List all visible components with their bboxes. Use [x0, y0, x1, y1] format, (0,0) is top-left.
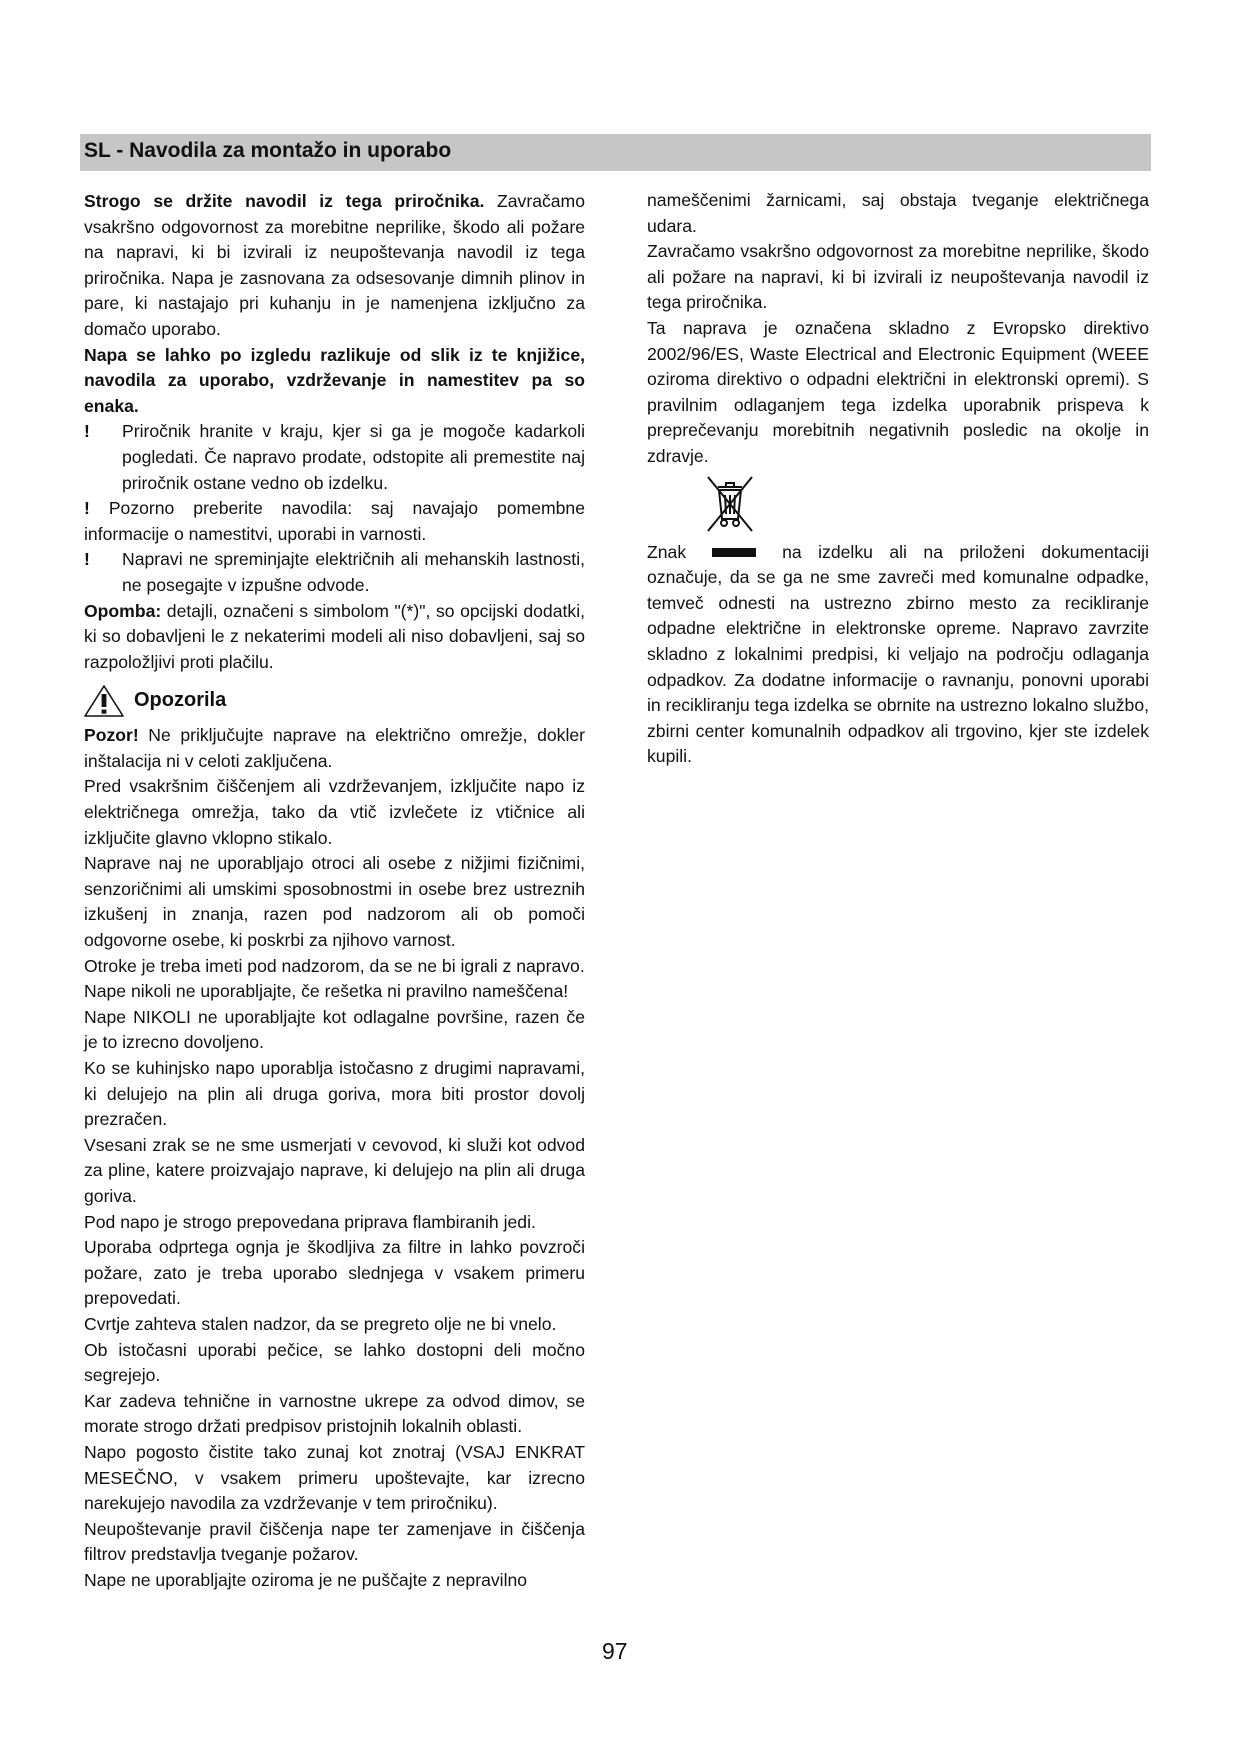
right-column: [647, 188, 1149, 770]
bold-note: Napa se lahko po izgledu razlikuje od slik iz te knjižice, navodila za uporabo, vzdrževanje in namestitev pa so enaka.: [84, 344, 585, 416]
warning-paragraph: Nape NIKOLI ne uporabljajte kot odlagalne površine, razen če je to izrecno dovoljeno.: [84, 1006, 585, 1053]
warnings-title: Opozorila: [134, 689, 227, 712]
exclamation-mark: !: [84, 421, 90, 442]
weee-symbol-area: [647, 470, 1149, 540]
lamp-warning-paragraph: nameščenimi žarnicami, saj obstaja tveganje električnega udara.: [647, 190, 1149, 236]
black-bar-symbol: [712, 548, 756, 557]
znak-label: Znak: [647, 541, 687, 562]
warning-paragraph: Uporaba odprtega ognja je škodljiva za filtre in lahko povzroči požare, zato je treba uporabo slednjega v vsakem primeru prepovedati.: [84, 1237, 585, 1309]
warning-paragraph: Cvrtje zahteva stalen nadzor, da se pregreto olje ne bi vnelo.: [84, 1313, 557, 1334]
warning-paragraph: Naprave naj ne uporabljajo otroci ali osebe z nižjimi fizičnimi, senzoričnimi ali umskimi sposobnostmi in osebe brez ustreznih izkušenj in znanja, razen pod nadzorom ali ob pomoči odgovorne osebe, ki poskrbi za njihovo varnost.: [84, 853, 585, 951]
warning-paragraph: Napo pogosto čistite tako zunaj kot znotraj (VSAJ ENKRAT MESEČNO, v vsakem primeru upoštevajte, kar izrecno narekujejo navodila za vzdrževanje v tem priročniku).: [84, 1441, 585, 1514]
page-title: SL - Navodila za montažo in uporabo: [84, 139, 452, 162]
intro-paragraph: [84, 189, 585, 343]
pozor-label: Pozor!: [84, 725, 139, 746]
weee-directive-paragraph: Ta naprava je označena skladno z Evropsko direktivo 2002/96/ES, Waste Electrical and Electronic Equipment (WEEE oziroma direktivo o odpadni električni in elektronski opremi). S pravilnim odlaganjem tega izdelka uporabnik prispeva k preprečevanju morebitnih negativnih posledic na okolje in zdravje.: [647, 317, 1149, 466]
bullet-item: ! Napravi ne spreminjajte električnih ali mehanskih lastnosti, ne posegajte v izpušne odvode.: [84, 549, 585, 595]
opomba-paragraph: Opomba: detajli, označeni s simbolom "(*)", so opcijski dodatki, ki so dobavljeni le z nekaterimi modeli ali niso dobavljeni, saj so razpoložljivi proti plačilu.: [84, 600, 585, 672]
opomba-label: Opomba:: [84, 600, 162, 621]
znak-paragraph: Znak na izdelku ali na priloženi dokumentaciji označuje, da se ga ne sme zavreči med komunalne odpadke, temveč odnesti na ustrezno zbirno mesto za recikliranje odpadne električne in elektronske opreme. Napravo zavrzite skladno z lokalnimi predpisi, ki veljajo na področju odlaganja odpadkov. Za dodatne informacije o ravnanju, ponovni uporabi in recikliranju tega izdelka se obrnite na ustrezno lokalno službo, zbirni center komunalnih odpadkov ali trgovino, kjer ste izdelek kupili.: [647, 541, 1149, 767]
crossed-bin-icon: [702, 473, 758, 535]
bullet-item: ! Priročnik hranite v kraju, kjer si ga je mogoče kadarkoli pogledati. Če napravo prodate, odstopite ali premestite naj priročnik ostane vedno ob izdelku.: [84, 421, 585, 493]
warning-paragraph: Pod napo je strogo prepovedana priprava flambiranih jedi.: [84, 1211, 536, 1232]
intro-text: Zavračamo vsakršno odgovornost za morebitne neprilike, škodo ali požare na napravi, ki bi izvirali iz neupoštevanja navodil iz tega priročnika. Napa je zasnovana za odsesovanje dimnih plinov in pare, ki nastajajo pri kuhanju in je namenjena izključno za domačo uporabo.: [84, 191, 586, 339]
warning-paragraph: Kar zadeva tehnične in varnostne ukrepe za odvod dimov, se morate strogo držati predpisov pristojnih lokalnih oblasti.: [84, 1390, 585, 1437]
left-column: [84, 189, 585, 1593]
exclamation-mark: !: [84, 498, 90, 519]
warning-paragraph: Neupoštevanje pravil čiščenja nape ter zamenjave in čiščenja filtrov predstavlja tveganje požarov.: [84, 1518, 585, 1565]
exclamation-mark: !: [84, 549, 90, 570]
section-header: [80, 134, 1151, 171]
warnings-heading: [84, 682, 585, 720]
warning-paragraph: Nape ne uporabljajte oziroma je ne puščajte z nepravilno: [84, 1569, 528, 1590]
warning-paragraph: Ob istočasni uporabi pečice, se lahko dostopni deli močno segrejejo.: [84, 1339, 585, 1386]
bullet-item: ! Pozorno preberite navodila: saj navajajo pomembne informacije o namestitvi, uporabi in varnosti.: [84, 498, 585, 544]
liability-paragraph: Zavračamo vsakršno odgovornost za morebitne neprilike, škodo ali požare na napravi, ki bi izvirali iz neupoštevanja navodil iz tega priročnika.: [647, 241, 1149, 313]
warning-paragraph: Pred vsakršnim čiščenjem ali vzdrževanjem, izključite napo iz električnega omrežja, tako da vtič izvlečete iz vtičnice ali izključite glavno vklopno stikalo.: [84, 776, 585, 848]
warning-paragraph: Vsesani zrak se ne sme usmerjati v cevovod, ki služi kot odvod za pline, katere proizvajajo naprave, ki delujejo na plin ali druga goriva.: [84, 1134, 585, 1206]
page-number: 97: [602, 1638, 628, 1664]
warning-paragraph: Nape nikoli ne uporabljajte, če rešetka ni pravilno nameščena!: [84, 981, 569, 1002]
pozor-paragraph: Pozor! Ne priključujte naprave na električno omrežje, dokler inštalacija ni v celoti zaključena.: [84, 725, 585, 771]
warning-triangle-icon: [82, 683, 126, 719]
warning-paragraph: Ko se kuhinjsko napo uporablja istočasno z drugimi napravami, ki delujejo na plin ali druga goriva, mora biti prostor dovolj prezračen.: [84, 1058, 585, 1130]
intro-bold: Strogo se držite navodil iz tega priročnika.: [84, 191, 485, 211]
warning-paragraph: Otroke je treba imeti pod nadzorom, da se ne bi igrali z napravo.: [84, 955, 585, 976]
